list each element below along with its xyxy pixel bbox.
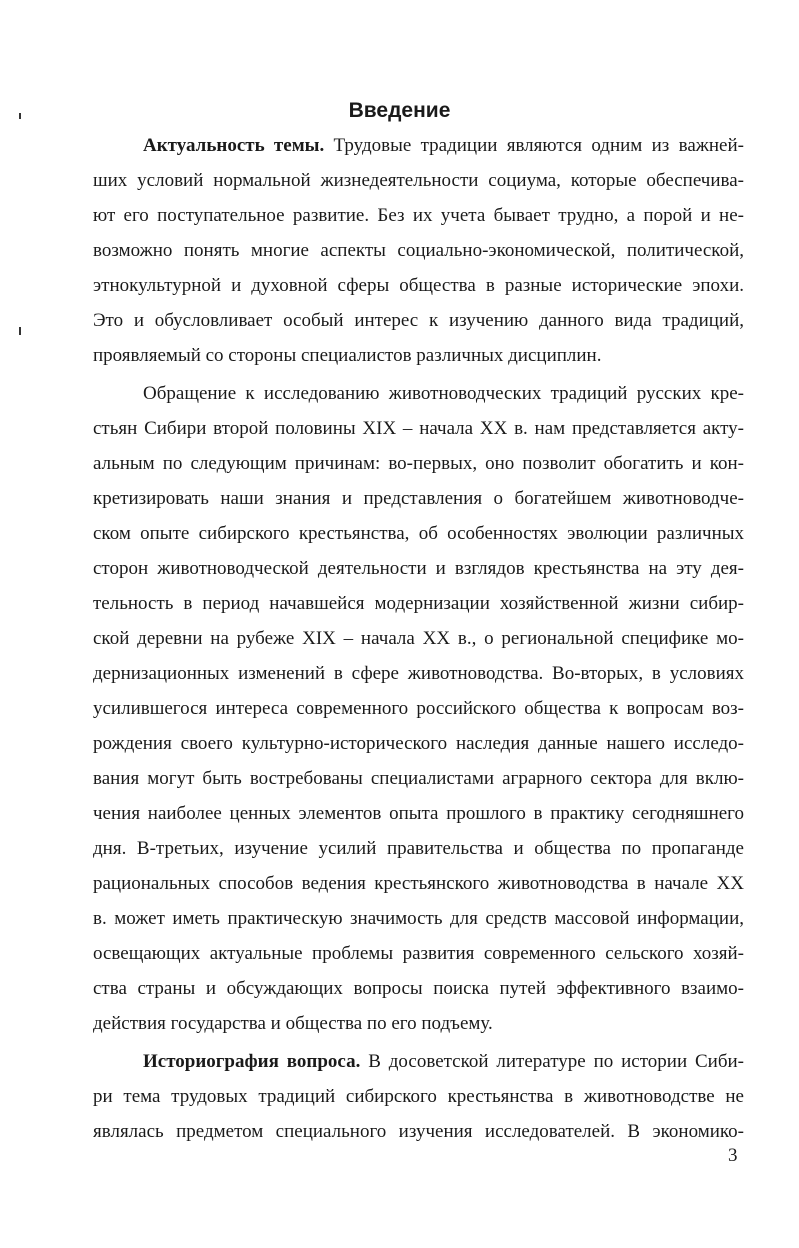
text-line: сторон животноводческой деятельности и взглядов крестьянства на эту дея-	[93, 558, 744, 579]
text-line: ства страны и обсуждающих вопросы поиска путей эффективного взаимо-	[93, 978, 744, 999]
text-line: этнокультурной и духовной сферы общества в разные исторические эпохи.	[93, 275, 744, 296]
text-line: Актуальность темы. Трудовые традиции являются одним из важней-	[143, 135, 744, 156]
text-line: дернизационных изменений в сфере животноводства. Во-вторых, в условиях	[93, 663, 744, 684]
text-line: Историография вопроса. В досоветской литературе по истории Сиби-	[143, 1051, 745, 1072]
paragraph-heading: Актуальность темы.	[143, 135, 325, 156]
text-line: ют его поступательное развитие. Без их учета бывает трудно, а порой и не-	[93, 205, 744, 226]
text-line: альным по следующим причинам: во-первых, оно позволит обогатить и кон-	[93, 453, 744, 474]
text-line: вания могут быть востребованы специалистами аграрного сектора для вклю-	[93, 768, 744, 789]
paragraph-heading: Историография вопроса.	[143, 1051, 361, 1072]
text-line: Это и обусловливает особый интерес к изучению данного вида традиций,	[93, 310, 744, 331]
page-title: Введение	[348, 99, 451, 122]
text-line: ской деревни на рубеже XIX – начала XX в., о региональной специфике мо-	[93, 628, 744, 649]
text-line: дня. В-третьих, изучение усилий правительства и общества по пропаганде	[93, 838, 744, 859]
text-line: являлась предметом специального изучения исследователей. В экономико-	[93, 1121, 744, 1142]
text-line: ри тема трудовых традиций сибирского крестьянства в животноводстве не	[93, 1086, 744, 1107]
text-line: действия государства и общества по его подъему.	[93, 1013, 493, 1034]
text-line: стьян Сибири второй половины XIX – начала XX в. нам представляется акту-	[93, 418, 744, 439]
text-line: возможно понять многие аспекты социально-экономической, политической,	[93, 240, 744, 261]
text-line: усилившегося интереса современного российского общества к вопросам воз-	[93, 698, 744, 719]
page-number: 3	[728, 1145, 738, 1166]
text-line: чения наиболее ценных элементов опыта прошлого в практику сегодняшнего	[93, 803, 744, 824]
text-line: ском опыте сибирского крестьянства, об особенностях эволюции различных	[93, 523, 744, 544]
text-line: ших условий нормальной жизнедеятельности социума, которые обеспечива-	[93, 170, 744, 191]
text-line: освещающих актуальные проблемы развития современного сельского хозяй-	[93, 943, 744, 964]
scan-speck	[19, 113, 21, 119]
scan-speck	[19, 327, 21, 335]
text-line: проявляемый со стороны специалистов различных дисциплин.	[93, 345, 602, 366]
text-line: рождения своего культурно-исторического наследия данные нашего исследо-	[93, 733, 744, 754]
text-line: кретизировать наши знания и представления о богатейшем животноводче-	[93, 488, 744, 509]
text-line: рациональных способов ведения крестьянского животноводства в начале XX	[93, 873, 744, 894]
text-line: Обращение к исследованию животноводческих традиций русских кре-	[143, 383, 744, 404]
text-line: в. может иметь практическую значимость для средств массовой информации,	[93, 908, 744, 929]
text-line: тельность в период начавшейся модернизации хозяйственной жизни сибир-	[93, 593, 744, 614]
